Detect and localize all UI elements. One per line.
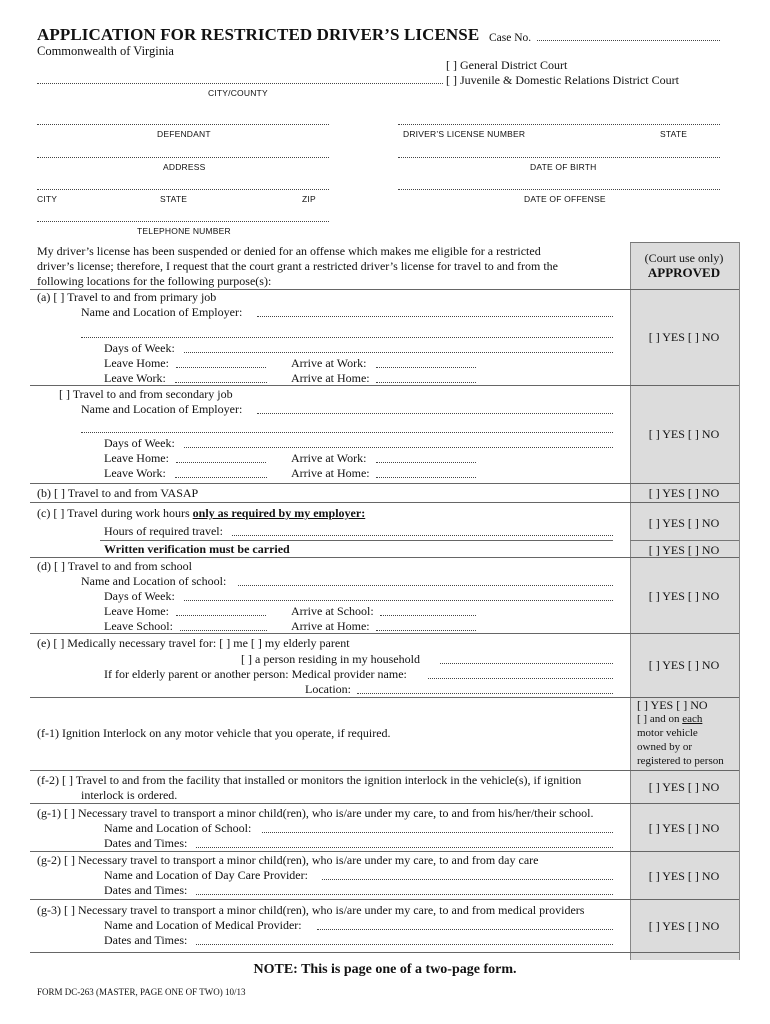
employer-field-a-2[interactable] — [81, 337, 613, 338]
f1-owned-by: owned by or — [637, 741, 692, 753]
provider-name-field[interactable] — [428, 678, 613, 679]
item-a-secondary-job[interactable]: [ ] Travel to and from secondary job — [59, 387, 233, 401]
telephone-label: TELEPHONE NUMBER — [137, 226, 231, 236]
arrive-home-label-a: Arrive at Home: — [291, 371, 370, 385]
daycare-field[interactable] — [322, 879, 613, 880]
medical-provider-label: Name and Location of Medical Provider: — [104, 918, 302, 932]
days-label-d: Days of Week: — [104, 589, 175, 603]
state-name: Commonwealth of Virginia — [37, 44, 174, 58]
arrive-work-label-a2: Arrive at Work: — [291, 451, 367, 465]
f1-registered: registered to person — [637, 755, 724, 767]
approved-label: APPROVED — [647, 265, 721, 280]
date-of-offense-field[interactable] — [398, 189, 720, 190]
arrive-work-field-a[interactable] — [376, 367, 476, 368]
days-field-a[interactable] — [184, 352, 613, 353]
approval-g1[interactable]: [ ] YES [ ] NO — [648, 821, 720, 835]
date-of-offense-label: DATE OF OFFENSE — [524, 194, 606, 204]
leave-home-field-a2[interactable] — [176, 462, 266, 463]
license-number-label: DRIVER’S LICENSE NUMBER — [403, 129, 526, 139]
approval-a2[interactable]: [ ] YES [ ] NO — [648, 427, 720, 441]
dob-field[interactable] — [398, 157, 720, 158]
approval-f2[interactable]: [ ] YES [ ] NO — [648, 780, 720, 794]
dates-label-g1: Dates and Times: — [104, 836, 188, 850]
employer-field-a2[interactable] — [257, 413, 613, 414]
approval-b[interactable]: [ ] YES [ ] NO — [648, 486, 720, 500]
leave-home-label-a2: Leave Home: — [104, 451, 169, 465]
days-field-a2[interactable] — [184, 447, 613, 448]
license-number-field[interactable] — [398, 124, 720, 125]
item-b-vasap[interactable]: (b) [ ] Travel to and from VASAP — [37, 486, 199, 500]
household-field[interactable] — [440, 663, 613, 664]
written-verification-note: Written verification must be carried — [104, 542, 290, 556]
school-label-g1: Name and Location of School: — [104, 821, 252, 835]
arrive-home-label-a2: Arrive at Home: — [291, 466, 370, 480]
leave-home-label-d: Leave Home: — [104, 604, 169, 618]
defendant-field[interactable] — [37, 124, 329, 125]
leave-school-label-d: Leave School: — [104, 619, 173, 633]
employer-label-a2: Name and Location of Employer: — [81, 402, 243, 416]
arrive-home-label-d: Arrive at Home: — [291, 619, 370, 633]
leave-work-field-a[interactable] — [175, 382, 267, 383]
item-g3-medical[interactable]: (g-3) [ ] Necessary travel to transport a minor child(ren), who is/are under my care, to and from medical providers — [37, 903, 585, 917]
page-note: NOTE: This is page one of a two-page form. — [253, 962, 517, 977]
intro-line-1: My driver’s license has been suspended or denied for an offense which makes me eligible for a restricted — [37, 244, 541, 258]
state-label: STATE — [160, 194, 188, 204]
dates-field-g3[interactable] — [196, 944, 613, 945]
employer-label-a: Name and Location of Employer: — [81, 305, 243, 319]
dates-field-g1[interactable] — [196, 847, 613, 848]
leave-work-label-a2: Leave Work: — [104, 466, 166, 480]
dates-label-g2: Dates and Times: — [104, 883, 188, 897]
approval-a[interactable]: [ ] YES [ ] NO — [648, 330, 720, 344]
item-g1-school[interactable]: (g-1) [ ] Necessary travel to transport a minor child(ren), who is/are under my care, to and from his/her/their school. — [37, 806, 594, 820]
employer-field-a[interactable] — [257, 316, 613, 317]
city-state-zip-field[interactable] — [37, 189, 329, 190]
item-c-emphasis: only as required by my employer: — [192, 506, 366, 520]
city-label: CITY — [37, 194, 58, 204]
telephone-field[interactable] — [37, 221, 329, 222]
leave-home-field-a[interactable] — [176, 367, 266, 368]
hours-required-label: Hours of required travel: — [104, 524, 223, 538]
f1-yes-no[interactable]: [ ] YES [ ] NO — [637, 698, 708, 712]
arrive-school-field-d[interactable] — [380, 615, 476, 616]
item-e-provider-label: If for elderly parent or another person: Medical provider name: — [104, 667, 407, 681]
dob-label: DATE OF BIRTH — [530, 162, 597, 172]
item-f2-facility[interactable]: (f-2) [ ] Travel to and from the facility that installed or monitors the ignition interlock in the vehicle(s), if ignition — [37, 773, 582, 787]
city-county-field[interactable] — [37, 83, 443, 84]
leave-work-field-a2[interactable] — [175, 477, 267, 478]
approval-g3[interactable]: [ ] YES [ ] NO — [648, 919, 720, 933]
arrive-work-field-a2[interactable] — [376, 462, 476, 463]
form-id: FORM DC-263 (MASTER, PAGE ONE OF TWO) 10/13 — [37, 987, 246, 997]
address-label: ADDRESS — [163, 162, 206, 172]
leave-home-field-d[interactable] — [176, 615, 266, 616]
city-county-label: CITY/COUNTY — [208, 88, 268, 98]
item-d-school[interactable]: (d) [ ] Travel to and from school — [37, 559, 192, 573]
item-e-location-label: Location: — [305, 682, 351, 696]
item-f2-line2: interlock is ordered. — [81, 788, 178, 802]
approval-f1[interactable] — [637, 698, 737, 768]
arrive-home-field-a2[interactable] — [376, 477, 476, 478]
case-no-label: Case No. — [489, 32, 532, 44]
days-label-a: Days of Week: — [104, 341, 175, 355]
approval-c-verification[interactable]: [ ] YES [ ] NO — [648, 543, 720, 557]
court-use-label: (Court use only) — [644, 251, 724, 265]
f1-and-on: [ ] and on — [637, 713, 680, 725]
dates-label-g3: Dates and Times: — [104, 933, 188, 947]
f1-each: each — [682, 713, 703, 725]
license-state-label: STATE — [660, 129, 688, 139]
item-a-primary-job[interactable]: (a) [ ] Travel to and from primary job — [37, 290, 217, 304]
arrive-school-label-d: Arrive at School: — [291, 604, 374, 618]
form-title: APPLICATION FOR RESTRICTED DRIVER’S LICENSE — [37, 25, 480, 44]
days-field-d[interactable] — [184, 600, 613, 601]
leave-home-label-a: Leave Home: — [104, 356, 169, 370]
arrive-home-field-d[interactable] — [376, 630, 476, 631]
defendant-label: DEFENDANT — [157, 129, 211, 139]
item-f1-interlock: (f-1) Ignition Interlock on any motor vehicle that you operate, if required. — [37, 726, 391, 740]
medical-provider-field[interactable] — [317, 929, 613, 930]
leave-school-field-d[interactable] — [180, 630, 267, 631]
school-label-d: Name and Location of school: — [81, 574, 227, 588]
approval-c[interactable]: [ ] YES [ ] NO — [648, 516, 720, 530]
intro-line-2: driver’s license; therefore, I request that the court grant a restricted driver’s license for travel to and from the — [37, 259, 559, 273]
item-c-work-hours[interactable] — [37, 506, 365, 521]
approval-d[interactable]: [ ] YES [ ] NO — [648, 589, 720, 603]
item-e-household[interactable]: [ ] a person residing in my household — [241, 652, 420, 666]
employer-field-a2-2[interactable] — [81, 432, 613, 433]
school-field-g1[interactable] — [262, 832, 613, 833]
approval-e[interactable]: [ ] YES [ ] NO — [648, 658, 720, 672]
item-e-medical[interactable]: (e) [ ] Medically necessary travel for: [ ] me [ ] my elderly parent — [37, 636, 350, 650]
hours-required-field[interactable] — [232, 535, 613, 536]
jdr-court-checkbox[interactable]: [ ] Juvenile & Domestic Relations District Court — [446, 73, 679, 87]
daycare-label: Name and Location of Day Care Provider: — [104, 868, 308, 882]
days-label-a2: Days of Week: — [104, 436, 175, 450]
f1-motor-vehicle: motor vehicle — [637, 727, 698, 739]
item-c-text: (c) [ ] Travel during work hours — [37, 506, 193, 520]
item-g2-daycare[interactable]: (g-2) [ ] Necessary travel to transport a minor child(ren), who is/are under my care, to and from day care — [37, 853, 539, 867]
zip-label: ZIP — [302, 194, 316, 204]
arrive-home-field-a[interactable] — [376, 382, 476, 383]
provider-location-field[interactable] — [357, 693, 613, 694]
intro-line-3: following locations for the following purpose(s): — [37, 274, 272, 288]
address-field[interactable] — [37, 157, 329, 158]
leave-work-label-a: Leave Work: — [104, 371, 166, 385]
f1-each-vehicle[interactable] — [637, 712, 737, 726]
approval-g2[interactable]: [ ] YES [ ] NO — [648, 869, 720, 883]
dates-field-g2[interactable] — [196, 894, 613, 895]
case-no-field[interactable] — [537, 40, 720, 41]
arrive-work-label-a: Arrive at Work: — [291, 356, 367, 370]
school-field-d[interactable] — [238, 585, 613, 586]
general-district-court-checkbox[interactable]: [ ] General District Court — [446, 58, 568, 72]
